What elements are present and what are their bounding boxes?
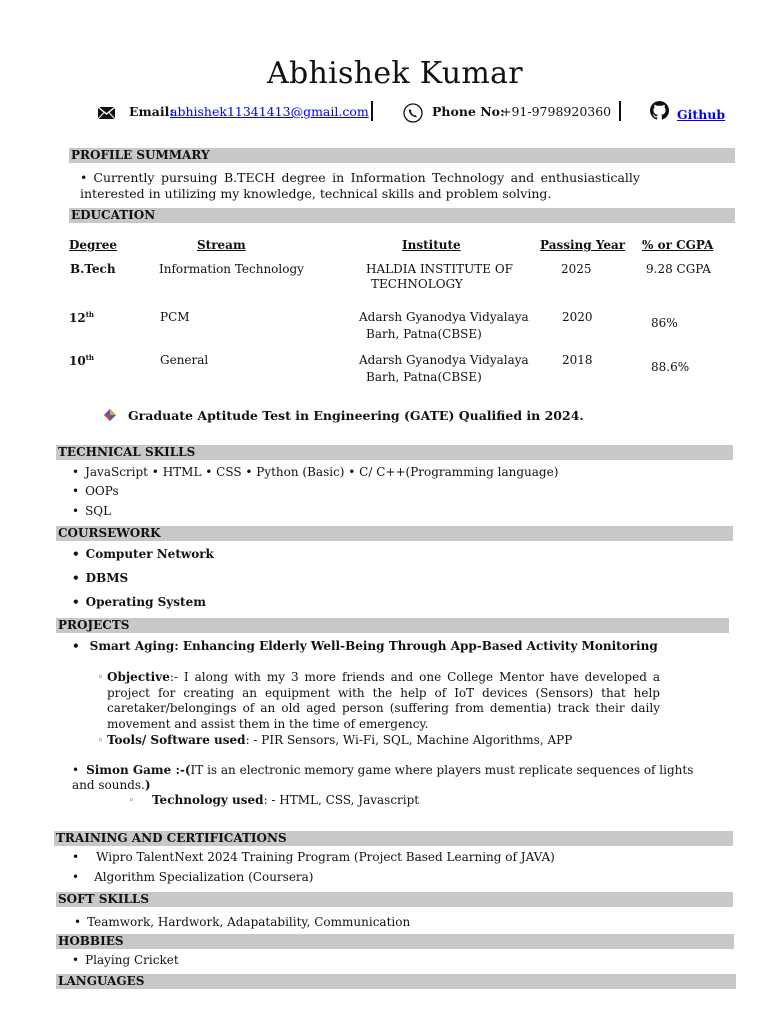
project-technology: Technology used: - HTML, CSS, Javascript	[152, 793, 420, 807]
section-header-hobbies: HOBBIES	[56, 934, 734, 949]
profile-summary: • Currently pursuing B.TECH degree in Information Technology and enthusiastically interested in utilizing my knowledge, technical skills and problem solving.	[80, 170, 640, 202]
diamond-bullet-icon	[104, 409, 116, 421]
education-score: 9.28 CGPA	[646, 262, 711, 276]
education-degree: 12th	[69, 310, 95, 325]
section-header-technical-skills: TECHNICAL SKILLS	[56, 445, 733, 460]
candidate-name: Abhishek Kumar	[267, 56, 523, 91]
education-score: 88.6%	[651, 360, 690, 374]
education-degree: B.Tech	[70, 262, 116, 276]
gate-qualification: Graduate Aptitude Test in Engineering (GATE) Qualified in 2024.	[128, 408, 584, 423]
phone-icon	[403, 103, 423, 123]
hobby-item: • Playing Cricket	[72, 953, 179, 967]
section-header-training: TRAINING AND CERTIFICATIONS	[54, 831, 733, 846]
envelope-icon	[98, 107, 115, 119]
section-header-soft-skills: SOFT SKILLS	[56, 892, 733, 907]
section-header-languages: LANGUAGES	[56, 974, 736, 989]
circle-bullet-icon: ◦	[98, 736, 104, 746]
education-institute-line2: TECHNOLOGY	[371, 277, 463, 291]
phone-number: +91-9798920360	[501, 104, 612, 119]
education-header-year: Passing Year	[540, 238, 626, 252]
skill-item: • OOPs	[72, 484, 119, 498]
training-item: • Algorithm Specialization (Coursera)	[72, 870, 314, 884]
soft-skills-list: • Teamwork, Hardwork, Adapatability, Communication	[74, 915, 410, 929]
skill-item: • SQL	[72, 504, 111, 518]
education-institute-line1: Adarsh Gyanodya Vidyalaya	[359, 310, 529, 324]
education-year: 2025	[561, 262, 592, 276]
education-header-stream: Stream	[197, 238, 246, 252]
section-header-projects: PROJECTS	[56, 618, 729, 633]
project-objective: Objective:- I along with my 3 more friends and one College Mentor have developed a project for creating an equipment with the help of IoT devices (Sensors) that help caretaker/belongings of an old aged person (suffering from dementia) track their daily movement and assist them in the time of emergency.	[107, 670, 660, 731]
circle-bullet-icon: ◦	[98, 673, 104, 683]
section-header-profile: PROFILE SUMMARY	[69, 148, 735, 163]
training-item: • Wipro TalentNext 2024 Training Program (Project Based Learning of JAVA)	[72, 850, 555, 864]
education-institute-line2: Barh, Patna(CBSE)	[366, 370, 482, 384]
education-stream: PCM	[160, 310, 190, 324]
github-icon	[650, 101, 669, 120]
education-score: 86%	[651, 316, 678, 330]
project-title: • Smart Aging: Enhancing Elderly Well-Being Through App-Based Activity Monitoring	[72, 639, 658, 653]
skill-item: • JavaScript • HTML • CSS • Python (Basic) • C/ C++(Programming language)	[72, 465, 558, 479]
email-label: Email:	[129, 104, 174, 119]
project-simon-game: • Simon Game :-(IT is an electronic memory game where players must replicate sequences of lights and sounds.)	[72, 763, 694, 792]
education-header-score: % or CGPA	[642, 238, 714, 252]
education-year: 2018	[562, 353, 593, 367]
education-header-institute: Institute	[402, 238, 461, 252]
education-institute-line2: Barh, Patna(CBSE)	[366, 327, 482, 341]
circle-bullet-icon: ◦	[129, 796, 135, 806]
education-institute-line1: Adarsh Gyanodya Vidyalaya	[359, 353, 529, 367]
education-stream: Information Technology	[159, 262, 304, 276]
section-header-education: EDUCATION	[69, 208, 735, 223]
education-year: 2020	[562, 310, 593, 324]
coursework-item: • Computer Network	[72, 547, 214, 561]
education-degree: 10th	[69, 353, 95, 368]
education-header-degree: Degree	[69, 238, 118, 252]
project-tools: Tools/ Software used: - PIR Sensors, Wi-Fi, SQL, Machine Algorithms, APP	[107, 733, 573, 747]
education-stream: General	[160, 353, 209, 367]
separator	[619, 101, 621, 121]
separator	[371, 101, 373, 121]
phone-label: Phone No:	[432, 104, 505, 119]
github-link[interactable]: Github	[677, 107, 726, 122]
coursework-item: • Operating System	[72, 595, 206, 609]
section-header-coursework: COURSEWORK	[56, 526, 733, 541]
education-institute-line1: HALDIA INSTITUTE OF	[366, 262, 514, 276]
coursework-item: • DBMS	[72, 571, 128, 585]
email-link[interactable]: abhishek11341413@gmail.com	[170, 104, 369, 119]
